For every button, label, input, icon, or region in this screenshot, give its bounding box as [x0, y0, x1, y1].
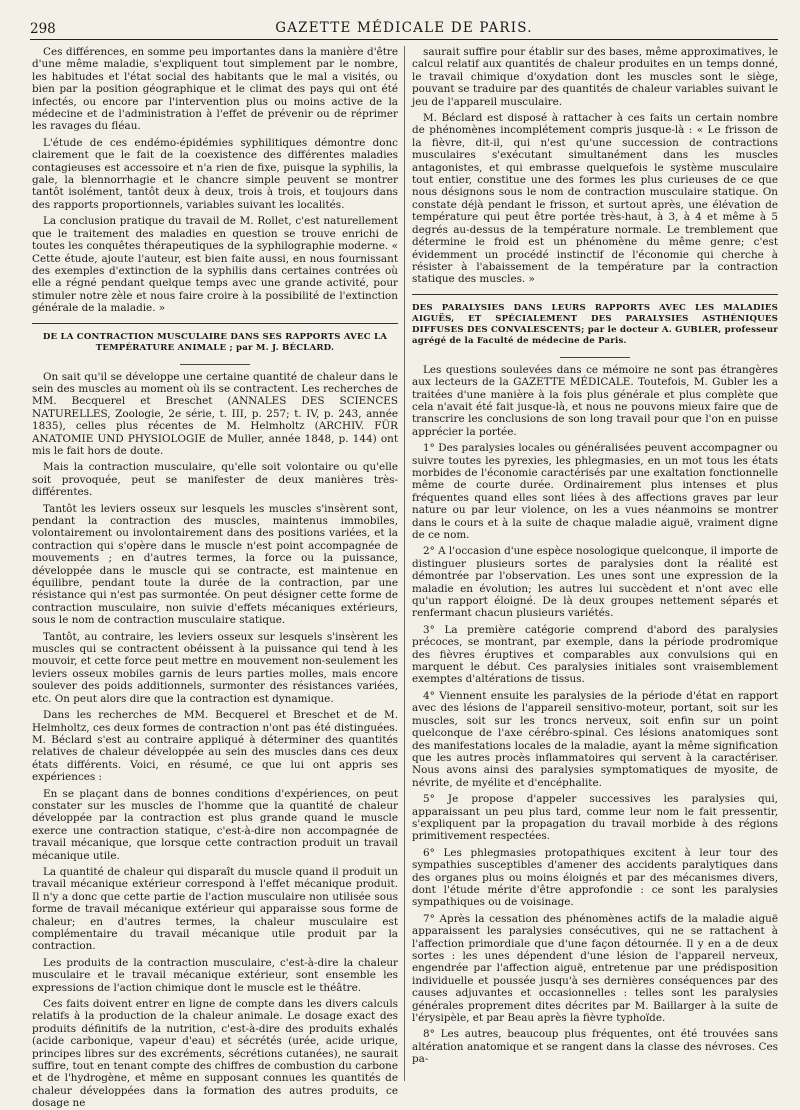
right-column	[412, 46, 778, 1081]
paragraph: La quantité de chaleur qui disparaît du muscle quand il produit un travail mécanique extérieur correspond à l'effet mécanique produit. Il n'y a donc que cette partie de l'action musculaire non utilisée sous forme de travail mécanique extérieur qui apparaisse sous forme de chaleur; en d'autres termes, la chaleur musculaire est complémentaire du travail mécanique utile produit par la contraction.	[32, 865, 398, 953]
paragraph: 8° Les autres, beaucoup plus fréquentes, ont été trouvées sans altération anatomique et se rangent dans la classe des névroses. Ces pa-	[412, 1028, 778, 1066]
paragraph: Dans les recherches de MM. Becquerel et Breschet et de M. Helmholtz, ces deux formes de contraction n'ont pas été distinguées. M. Béclard s'est au contraire appliqué à déterminer des quantités relatives de chaleur développée au sein des muscles dans ces deux états différents. Voici, en résumé, ce que lui ont appris ses expériences :	[32, 709, 398, 784]
heading-rule	[560, 357, 630, 358]
column-divider	[404, 46, 405, 1081]
paragraph: Ces faits doivent entrer en ligne de compte dans les divers calculs relatifs à la production de la chaleur animale. Le dosage exact des produits définitifs de la nutrition, c'est-à-dire des produits exhalés (acide carbonique, vapeur d'eau) et sécrétés (urée, acide urique, principes libres sur des excréments, sécrétions cutanées), ne saurait suffire, tout en tenant compte des chiffres de combustion du carbone et de l'hydrogène, et même en supposant connues les quantités de chaleur développées dans la formation des autres produits, ce dosage ne	[32, 998, 398, 1110]
left-column	[32, 46, 398, 1110]
paragraph: On sait qu'il se développe une certaine quantité de chaleur dans le sein des muscles au moment où ils se contractent. Les recherches de MM. Becquerel et Breschet (ANNALES DES SCIENCES NATURELLES, Zoologie, 2e série, t. III, p. 257; t. IV, p. 243, année 1835), celles plus récentes de M. Helmholtz (ARCHIV. FÜR ANATOMIE UND PHYSIOLOGIE de Muller, année 1848, p. 144) ont mis le fait hors de doute.	[32, 370, 398, 457]
paragraph: La conclusion pratique du travail de M. Rollet, c'est naturellement que le traitement des maladies en question se trouve enrichi de toutes les conquêtes thérapeutiques de la syphilographie moderne. « Cette étude, ajoute l'auteur, est bien faite aussi, en nous fournissant des exemples d'extinction de la syphilis dans certaines contrées où elle a régné pendant quelque temps avec une grande activité, pour stimuler notre zèle et nous faire croire à la possibilité de l'extinction générale de la maladie. »	[32, 215, 398, 315]
paragraph: 3° La première catégorie comprend d'abord des paralysies précoces, se montrant, par exemple, dans la période prodromique des fièvres éruptives et comparables aux convulsions qui en marquent le début. Ces paralysies initiales sont vraisemblement exemptes d'altérations de tissus.	[412, 623, 778, 686]
paragraph: Les questions soulevées dans ce mémoire ne sont pas étrangères aux lecteurs de la GAZETTE MÉDICALE. Toutefois, M. Gubler les a traitées d'une manière à la fois plus générale et plus complète que cela n'avait été fait jusque-là, et nous ne pouvons mieux faire que de transcrire les conclusions de son long travail pour que l'on en puisse apprécier la portée.	[412, 363, 778, 438]
paragraph: Ces différences, en somme peu importantes dans la manière d'être d'une même maladie, s'expliquent tout simplement par le nombre, les habitudes et l'état social des habitants que le mal a visités, ou bien par la position géographique et le climat des pays qui ont été infectés, ou encore par l'intervention plus ou moins active de la médecine et de l'administration à l'effet de prévenir ou de réprimer les ravages du fléau.	[32, 46, 398, 133]
paragraph: 1° Des paralysies locales ou généralisées peuvent accompagner ou suivre toutes les pyrexies, les phlegmasies, en un mot tous les états morbides de l'économie caractérisés par une exaltation fonctionnelle même de courte durée. Ordinairement plus intenses et plus fréquentes quand elles sont liées à des affections graves par leur nature ou par leur violence, on les a vues néanmoins se montrer dans le cours et à la suite de chaque maladie aiguë, vraiment digne de ce nom.	[412, 442, 778, 541]
paragraph: Tantôt, au contraire, les leviers osseux sur lesquels s'insèrent les muscles qui se contractent obéissent à la puissance qui tend à les mouvoir, et cette force peut mettre en mouvement non-seulement les leviers osseux mobiles garnis de leurs parties molles, mais encore soulever des poids additionnels, surmonter des résistances variées, etc. On peut alors dire que la contraction est dynamique.	[32, 630, 398, 705]
paragraph: Mais la contraction musculaire, qu'elle soit volontaire ou qu'elle soit provoquée, peut se manifester de deux manières très-différentes.	[32, 461, 398, 499]
paragraph: 2° A l'occasion d'une espèce nosologique quelconque, il importe de distinguer plusieurs sortes de paralysies dont la réalité est démontrée par l'observation. Les unes sont une expression de la maladie en évolution; les autres lui succèdent et n'ont avec elle qu'un rapport éloigné. De là deux groupes nettement séparés et renfermant chacun plusieurs variétés.	[412, 545, 778, 620]
paragraph: Les produits de la contraction musculaire, c'est-à-dire la chaleur musculaire et le travail mécanique extérieur, sont ensemble les expressions de l'action chimique dont le muscle est le théâtre.	[32, 956, 398, 994]
paragraph: L'étude de ces endémo-épidémies syphilitiques démontre donc clairement que le fait de la coexistence des différentes maladies contagieuses est accessoire et n'a rien de fixe, puisque la syphilis, la gale, la blennorrhagie et le chancre simple peuvent se montrer tantôt isolément, tantôt deux à deux, trois à trois, et toujours dans des rapports proportionnels, variables suivant les localités.	[32, 136, 398, 211]
article-heading: DE LA CONTRACTION MUSCULAIRE DANS SES RAPPORTS AVEC LA TEMPÉRATURE ANIMALE ; par M. J. BÉCLARD.	[42, 331, 388, 353]
paragraph: 6° Les phlegmasies protopathiques excitent à leur tour des sympathies susceptibles d'amener des accidents paralytiques dans des organes plus ou moins éloignés et par des mécanismes divers, dont l'étude mérite d'être approfondie : ce sont les paralysies sympathiques ou de voisinage.	[412, 846, 778, 909]
paragraph: Tantôt les leviers osseux sur lesquels les muscles s'insèrent sont, pendant la contraction des muscles, maintenus immobiles, volontairement ou involontairement dans des positions variées, et la contraction qui s'opère dans le muscle n'est point accompagnée de mouvements ; en d'autres termes, la force ou la puissance, développée dans le muscle qui se contracte, est maintenue en équilibre, pendant toute la durée de la contraction, par une résistance qui n'est pas surmontée. On peut désigner cette forme de contraction musculaire, non suivie d'effets mécaniques extérieurs, sous le nom de contraction musculaire statique.	[32, 502, 398, 627]
paragraph: 7° Après la cessation des phénomènes actifs de la maladie aiguë apparaissent les paralysies consécutives, qui ne se rattachent à l'affection primordiale que d'une façon détournée. Il y en a de deux sortes : les unes dépendent d'une lésion de l'appareil nerveux, engendrée par l'affection aiguë, entretenue par une prédisposition individuelle et poussée jusqu'à ses dernières conséquences par des causes adjuvantes et occasionnelles : telles sont les paralysies générales proprement dites décrites par M. Baillarger à la suite de l'érysipèle, et par Beau après la fièvre typhoïde.	[412, 912, 778, 1025]
page-number: 298	[30, 21, 56, 37]
paragraph: 5° Je propose d'appeler successives les paralysies qui, apparaissant un peu plus tard, comme leur nom le fait pressentir, s'expliquent par la propagation du travail morbide à des régions primitivement respectées.	[412, 793, 778, 843]
paragraph: M. Béclard est disposé à rattacher à ces faits un certain nombre de phénomènes incomplétement compris jusque-là : « Le frisson de la fièvre, dit-il, qui n'est qu'une succession de contractions musculaires s'exécutant simultanément dans les muscles antagonistes, et qui embrasse quelquefois le système musculaire tout entier, constitue une des formes les plus curieuses de ce que nous désignons sous le nom de contraction musculaire statique. On constate déjà pendant le frisson, et surtout après, une élévation de température qui peut être portée très-haut, à 3, à 4 et même à 5 degrés au-dessus de la température normale. Le tremblement que détermine le froid est un phénomène du même genre; c'est évidemment un procédé instinctif de l'économie qui cherche à résister à l'abaissement de la température par la contraction statique des muscles. »	[412, 112, 778, 286]
paragraph: 4° Viennent ensuite les paralysies de la période d'état en rapport avec des lésions de l'appareil sensitivo-moteur, portant, soit sur les muscles, soit sur les troncs nerveux, soit enfin sur un point quelconque de l'axe cérébro-spinal. Ces lésions anatomiques sont des manifestations locales de la maladie, ayant la même signification que les autres procès inflammatoires qui servent à la caractériser. Nous avons ainsi des paralysies symptomatiques de myosite, de névrite, de myélite et d'encéphalite.	[412, 689, 778, 789]
article-heading: DES PARALYSIES DANS LEURS RAPPORTS AVEC LES MALADIES AIGUËS, ET SPÉCIALEMENT DES PARALYSIES ASTHÉNIQUES DIFFUSES DES CONVALESCENTS; par le docteur A. GUBLER, professeur agrégé de la Faculté de médecine de Paris.	[412, 302, 778, 346]
journal-title: GAZETTE MÉDICALE DE PARIS.	[275, 20, 533, 36]
section-divider	[412, 294, 778, 295]
section-divider	[32, 323, 398, 324]
heading-rule	[180, 364, 250, 365]
paragraph: En se plaçant dans de bonnes conditions d'expériences, on peut constater sur les muscles de l'homme que la quantité de chaleur développée par la contraction est plus grande quand le muscle exerce une contraction statique, c'est-à-dire non accompagnée de travail mécanique, que lorsque cette contraction produit un travail mécanique utile.	[32, 787, 398, 862]
paragraph: saurait suffire pour établir sur des bases, même approximatives, le calcul relatif aux quantités de chaleur produites en un temps donné, le travail chimique d'oxydation dont les muscles sont le siège, pouvant se traduire par des quantités de chaleur variables suivant le jeu de l'appareil musculaire.	[412, 46, 778, 108]
page-header	[30, 14, 778, 40]
